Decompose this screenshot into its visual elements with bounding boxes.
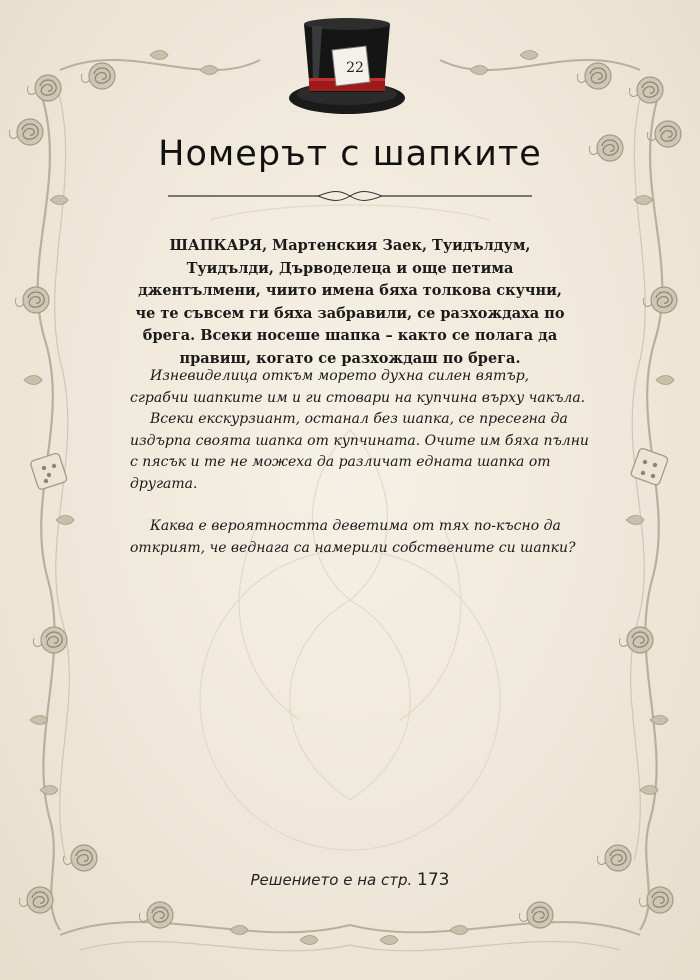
solution-reference-text: Решението е на стр.	[250, 871, 413, 889]
page-title: Номерът с шапките	[158, 134, 542, 174]
solution-reference	[200, 870, 500, 890]
paragraph: Изневиделица откъм морето духна силен вятър, сграбчи шапките им и ги стовари на купчина върху чакъла.	[130, 368, 586, 406]
puzzle-text	[130, 366, 590, 559]
intro-paragraph: ШАПКАРЯ, Мартенския Заек, Туидълдум, Туидълди, Дърводелеца и още петима джентълмени, чиито имена бяха толкова скучни, че те съвсем ги бяха забравили, се разхождаха по брега. Всеки носеше шапка – както се полага да правиш, когато се разхождаш по брега.	[135, 237, 565, 367]
dice-icon	[28, 450, 72, 494]
title-divider	[168, 190, 532, 202]
puzzle-number-badge: 22	[346, 60, 364, 76]
question-paragraph: Каква е вероятността деветима от тях по-късно да открият, че веднага са намерили собствените си шапки?	[130, 518, 576, 556]
paragraph: Всеки екскурзиант, останал без шапка, се пресегна да издърпа своята шапка от купчината. Очите им бяха пълни с пясък и те не можеха да различат едната шапка от другата.	[130, 411, 589, 492]
solution-page-number: 173	[417, 870, 450, 890]
dice-icon	[628, 446, 672, 490]
